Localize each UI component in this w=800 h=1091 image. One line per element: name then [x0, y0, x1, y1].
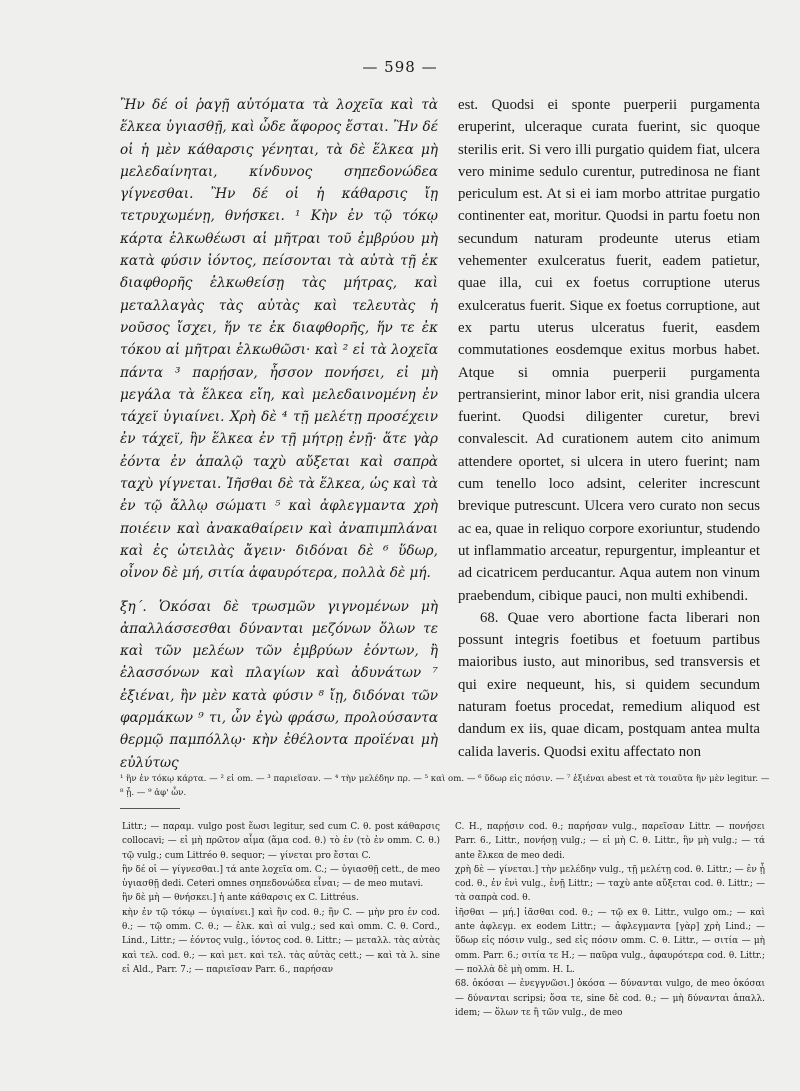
latin-paragraph: est. Quodsi ei sponte puerperii purgamenta eruperint, ulceraque curata fuerint, sic quoque sterilis erit. Si vero illi purgatio quidem fiat, ulcera vero minime sedulo curentur, putredinosa ne fiant periculum est. At si ei iam morbo attritae purgatio continenter eat, moritur. Quodsi in partu foetu non secundum naturam prodeunte uterus etiam vehementer exulceratus fuerit, eadem patietur, quae illa, cui ex foetus corruptione uterus exulceratus fuerit. Sique ex foetus corruptione, aut ex partu uterus ulceratus fuerit, easdem commutationes eosdemque exitus morbus habet. Atque si omnia puerperii purgamenta pertransierint, minor labor erit, nisi grandia ulcera fuerint. Quodsi diligenter curetur, brevi convalescit. Ad curationem autem cito animum attendere oportet, si ulcera in utero fuerint; nam cum tenello loco adsint, celeriter increscunt brevique putrescunt. Ulcera vero curato non secus ac ea, quae in reliquo corpore exoriuntur, studendo ut inflammatio arceatur, repurgentur, impleantur et ad cicatricem perducantur. Aqua autem non vinum praebendum, cibique pauci, non multi exhibendi. — [458, 97, 760, 604]
footnotes: ¹ ἢν ἐν τόκῳ κάρτα. — ² εἰ om. — ³ παριεῖσαν. — ⁴ τὴν μελέδην πρ. — ⁵ καὶ om. — ⁶ ὕδωρ εἰς πόσιν. — ⁷ ἐξιέναι abest et τὰ τοιαῦτα ἢν μὲν legitur. — ⁸ ᾖ. — ⁹ ἀφ' ὧν. — [120, 774, 770, 798]
divider — [120, 808, 180, 809]
critical-apparatus-left — [122, 820, 440, 977]
greek-paragraph: ξη΄. Ὁκόσαι δὲ τρωσμῶν γιγνομένων μὴ ἀπαλλάσσεσθαι δύνανται μεζόνων ὅλων τε καὶ τῶν μελέων τῶν ἐμβρύων ἐόντων, ἢ ἐλασσόνων καὶ πλαγίων καὶ ἀδυνάτων ⁷ ἐξιέναι, ἢν μὲν κατὰ φύσιν ⁸ ἴῃ, διδόναι τῶν φαρμάκων ⁹ τι, ὧν ἐγὼ φράσω, προλούσαντα θερμῷ παμπόλλῳ· κὴν ἐθέλοντα προϊέναι μὴ εὐλύτως — [120, 598, 438, 771]
apparatus-entry: ἢν δέ οἱ — γίγνεσθαι.] τά ante λοχεῖα om. C.; — ὑγιασθῇ cett., de meo ὑγιασθῇ dedi. Ceteri omnes σηπεδονώδεα εἶναι; — de meo mutavi. — [122, 864, 440, 890]
greek-paragraph: Ἢν δέ οἱ ῥαγῇ αὐτόματα τὰ λοχεῖα καὶ τὰ ἕλκεα ὑγιασθῇ, καὶ ὧδε ἄφορος ἔσται. Ἢν δέ οἱ ἡ μὲν κάθαρσις γένηται, τὰ δὲ ἕλκεα μὴ μελεδαίνηται, κίνδυνος σηπεδονώδεα γίγνεσθαι. Ἢν δέ οἱ ἡ κάθαρσις ἴῃ τετρυχωμένῃ, θνήσκει. ¹ Κὴν ἐν τῷ τόκῳ κάρτα ἑλκωθέωσι αἱ μῆτραι τοῦ ἐμβρύου μὴ κατὰ φύσιν ἰόντος, πείσονται τὰ αὐτὰ τῇ ἐκ διαφθορῆς ἑλκωθείσῃ τὰς μήτρας, καὶ μεταλλαγὰς τὰς αὐτὰς καὶ τελευτὰς ἡ νοῦσος ἴσχει, ἥν τε ἐκ διαφθορῆς, ἥν τε ἐκ τόκου αἱ μῆτραι ἑλκωθῶσι· καὶ ² εἰ τὰ λοχεῖα πάντα ³ παρῄσαν, ἧσσον πονήσει, εἰ μὴ μεγάλα τὰ ἕλκεα εἴη, καὶ μελεδαινομένη ἐν τάχεϊ ὑγιαίνει. Χρὴ δὲ ⁴ τῇ μελέτῃ προσέχειν ἐν τάχεϊ, ἢν ἕλκεα ἐν τῇ μήτρῃ ἐνῇ· ἅτε γὰρ ἐόντα ἐν ἁπαλῷ ταχὺ αὔξεται καὶ σαπρὰ ταχὺ γίγνεται. Ἰῆσθαι δὲ τὰ ἕλκεα, ὡς καὶ τὰ ἐν τῷ ἄλλῳ σώματι ⁵ καὶ ἀφλεγμαντα χρὴ ποιέειν καὶ ἀνακαθαίρειν καὶ ἀναπιμπλάναι καὶ ἐς ὠτειλὰς ἄγειν· διδόναι δὲ ⁶ ὕδωρ, οἶνον δὲ μή, σιτία ἀφαυρότερα, πολλὰ δὲ μή. — [120, 97, 438, 582]
greek-column — [120, 94, 438, 774]
critical-apparatus-right — [455, 820, 765, 1020]
apparatus-entry: 68. ὁκόσαι — ἐνεγγνῶσι.] ὁκόσα — δύνανται vulgo, de meo ὁκόσαι — δύνανται scripsi; ὅσα τε, sine δὲ cod. θ.; — μὴ δύνανται ἁπαλλ. idem; — ὅλων τε ἢ τῶν vulg., de meo — [455, 979, 765, 1018]
page-number: — 598 — — [362, 58, 438, 76]
apparatus-entry: ἰῆσθαι — μή.] ἰᾶσθαι cod. θ.; — τῷ ex θ. Littr., vulgo om.; — καὶ ante ἀφλεγμ. ex eodem Littr.; — ἀφλεγμαντα [γὰρ] χρὴ Lind.; — ὕδωρ εἰς πόσιν vulg., sed εἰς πόσιν omm. C. θ. Littr., — σιτία — μὴ omm. Parr. 6.; σιτία τε H.; — παῦρα vulg., ἀφαυρότερα cod. θ. Littr.; — πολλὰ δὲ μὴ omm. H. L. — [455, 907, 765, 975]
apparatus-entry: ἢν δὲ μὴ — θνήσκει.] ἡ ante κάθαρσις ex C. Littréus. — [122, 893, 359, 904]
apparatus-entry: χρὴ δὲ — γίνεται.] τὴν μελέδην vulg., τῇ μελέτῃ cod. θ. Littr.; — ἐν ᾗ cod. θ., ἐν ἑνὶ vulg., ἐνῇ Littr.; — ταχὺ ante αὔξεται cod. θ. Littr.; — τὰ σαπρὰ cod. θ. — [455, 864, 765, 904]
apparatus-entry: Littr.; — παραμ. vulgo post ἕωσι legitur, sed cum C. θ. post κάθαρσις collocavi; — εἰ μὴ πρῶτον αἷμα (ἅμα cod. θ.) τὸ ἐν (τὸ ἐν omm. C. θ.) τῷ vulg.; cum Littréo θ. sequor; — γίνεται pro ἔσται C. — [122, 822, 440, 861]
latin-column — [458, 94, 760, 763]
latin-paragraph: 68. Quae vero abortione facta liberari non possunt integris foetibus et foetuum partibus maioribus iusto, aut minoribus, sed transversis et qui exire nequeunt, his, si quidem secundum naturam foetus procedat, remedium aliquod est dandum ex iis, quae dicam, postquam antea multa calida laveris. Quodsi exitu affectato non — [458, 609, 760, 760]
apparatus-entry: C. H., παρῄσιν cod. θ.; παρήσαν vulg., παρεῖσαν Littr. — πονήσει Parr. 6., Littr., πονήσῃ vulg.; — εἰ μὴ C. θ. Littr., ἢν μὴ vulg.; — τά ante ἕλκεα de meo dedi. — [455, 822, 765, 861]
apparatus-entry: κὴν ἐν τῷ τόκῳ — ὑγιαίνει.] καὶ ἢν cod. θ.; ἢν C. — μὴν pro ἐν cod. θ.; — τῷ omm. C. θ.; — ἑλκ. καὶ αἱ vulg.; sed καὶ omm. C. θ. Cord., Lind., Littr.; — ἐόντος vulg., ἰόντος cod. θ. Littr.; — μεταλλ. τὰς αὐτὰς καὶ τελ. cod. θ.; — καὶ μετ. καὶ τελ. τὰς αὐτὰς cett.; — καὶ τὰ λ. sine εἰ Ald., Parr. 7.; — παριεῖσαν Parr. 6., παρήσαν — [122, 907, 440, 975]
